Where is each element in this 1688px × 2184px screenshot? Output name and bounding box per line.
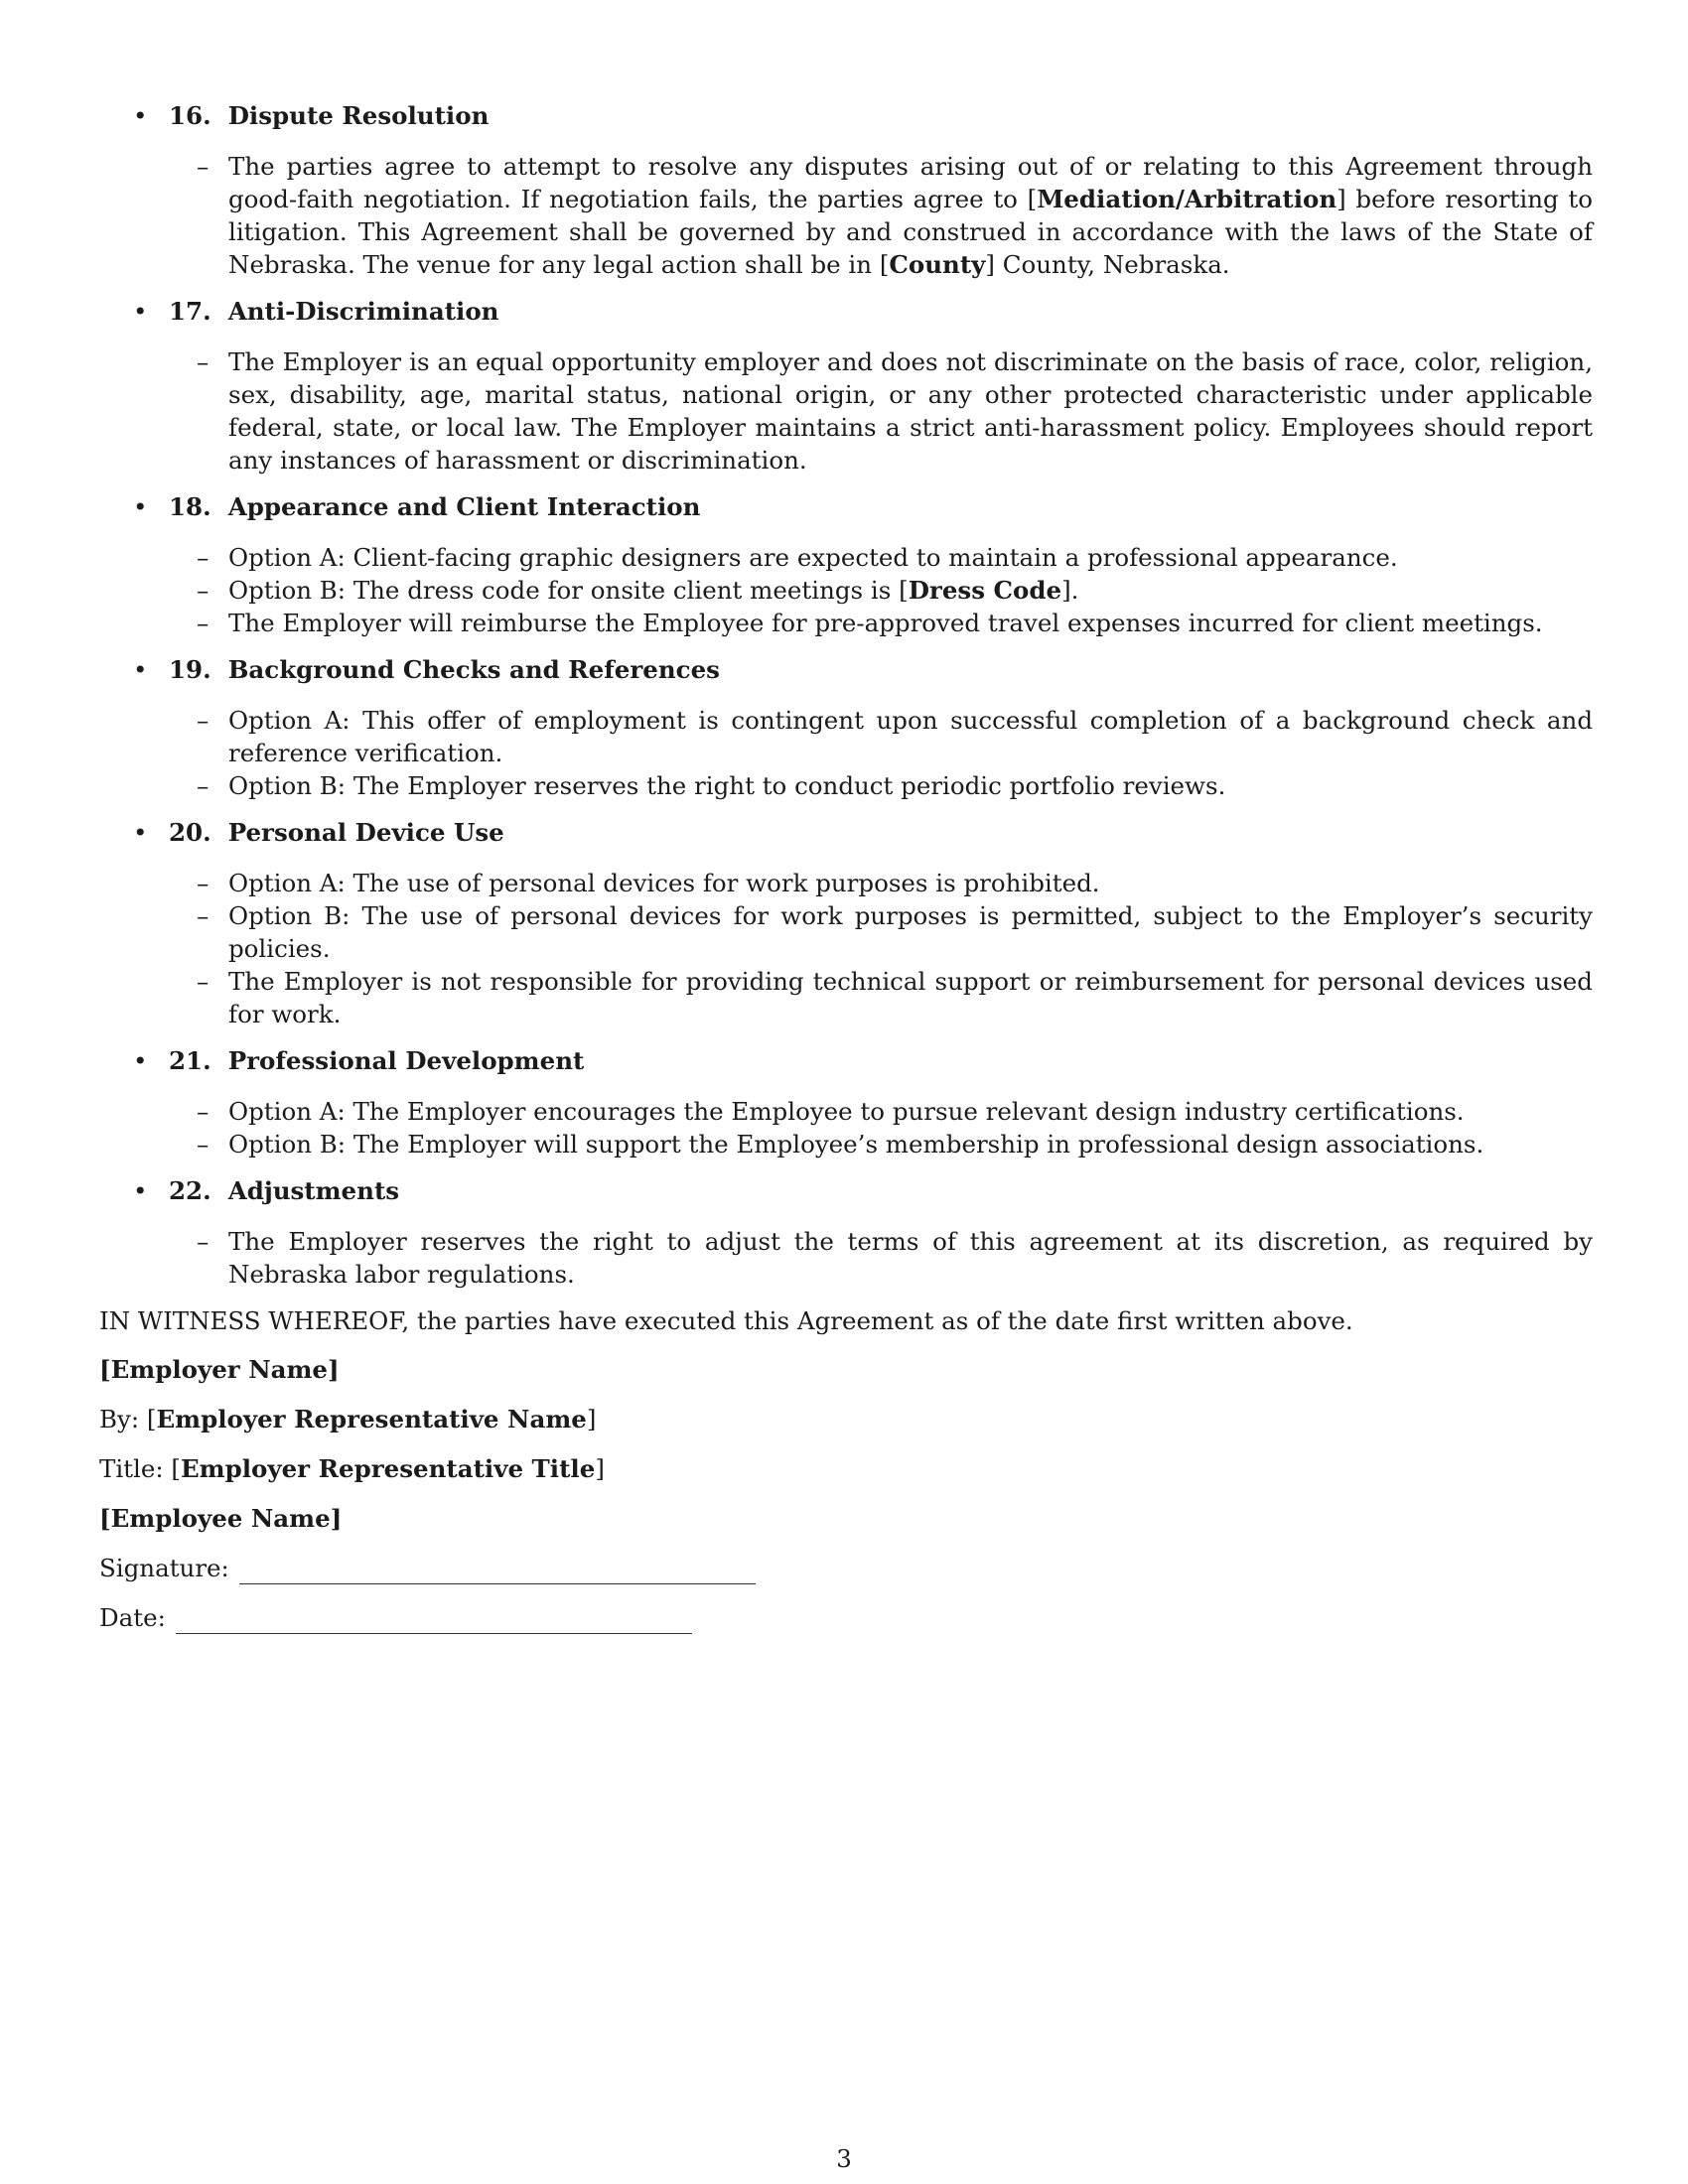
bracket: ]	[328, 1355, 340, 1384]
item-text: Option B: The Employer will support the Employee’s membership in professional design associations.	[228, 1130, 1484, 1159]
section-18-appearance	[99, 490, 1593, 639]
employer-title-line	[99, 1452, 1593, 1485]
section-title: Anti-Discrimination	[227, 297, 499, 326]
item-text: Option A: This offer of employment is contingent upon successful completion of a background check and reference verification.	[228, 706, 1593, 767]
item-text: The parties agree to attempt to resolve any disputes arising out of or relating to this Agreement through good-faith negotiation. If negotiation fails, the parties agree to [	[228, 152, 1593, 213]
bracket: [	[99, 1504, 111, 1533]
list-item	[99, 607, 1593, 639]
bracket: ]	[330, 1504, 343, 1533]
section-items	[99, 150, 1593, 281]
signature-blank[interactable]	[239, 1554, 756, 1584]
dash-marker: –	[197, 1130, 210, 1159]
dash-marker: –	[197, 576, 210, 605]
list-item	[99, 574, 1593, 607]
item-text: Option B: The dress code for onsite client meetings is [	[228, 576, 909, 605]
section-items	[99, 345, 1593, 477]
employer-name-line	[99, 1353, 1593, 1386]
bracket: [	[171, 1454, 181, 1483]
section-heading	[99, 295, 1593, 328]
section-16-dispute-resolution	[99, 99, 1593, 281]
title-label: Title:	[99, 1454, 164, 1483]
list-item	[99, 345, 1593, 477]
dash-marker: –	[197, 347, 210, 376]
section-number: 18.	[169, 492, 211, 521]
bracket: ]	[586, 1405, 597, 1433]
dash-marker: –	[197, 771, 210, 800]
section-heading	[99, 99, 1593, 132]
page-number: 3	[836, 2144, 852, 2173]
item-text: Option B: The use of personal devices for work purposes is permitted, subject to the Employer’s security policies.	[228, 901, 1593, 963]
item-text: The Employer is not responsible for providing technical support or reimbursement for personal devices used for work.	[228, 967, 1593, 1028]
section-number: 22.	[169, 1176, 211, 1205]
dash-marker: –	[197, 1227, 210, 1256]
item-text: The Employer will reimburse the Employee for pre-approved travel expenses incurred for client meetings.	[228, 609, 1543, 637]
section-items	[99, 541, 1593, 639]
section-items	[99, 867, 1593, 1030]
section-number: 20.	[169, 818, 211, 847]
item-text: Option A: Client-facing graphic designers are expected to maintain a professional appearance.	[228, 543, 1398, 572]
employee-name-line	[99, 1502, 1593, 1535]
bullet-marker: •	[133, 1046, 148, 1075]
section-title: Dispute Resolution	[227, 101, 490, 130]
bracket: ]	[595, 1454, 605, 1483]
section-heading	[99, 653, 1593, 686]
employer-rep-line	[99, 1403, 1593, 1435]
dash-marker: –	[197, 706, 210, 735]
section-title: Background Checks and References	[227, 655, 720, 684]
bullet-marker: •	[133, 297, 148, 326]
witness-statement: IN WITNESS WHEREOF, the parties have executed this Agreement as of the date first written above.	[99, 1306, 1353, 1335]
document-page	[99, 99, 1593, 1651]
signature-label: Signature:	[99, 1554, 229, 1582]
section-number: 21.	[169, 1046, 211, 1075]
placeholder-employer-rep-name: Employer Representative Name	[156, 1405, 587, 1433]
bullet-marker: •	[133, 492, 148, 521]
section-title: Personal Device Use	[227, 818, 504, 847]
list-item	[99, 150, 1593, 281]
date-line	[99, 1601, 1593, 1634]
section-21-professional-development	[99, 1044, 1593, 1160]
signature-line	[99, 1552, 1593, 1584]
list-item	[99, 1128, 1593, 1160]
dash-marker: –	[197, 152, 210, 181]
dash-marker: –	[197, 967, 210, 996]
item-text: The Employer is an equal opportunity employer and does not discriminate on the basis of race, color, religion, sex, disability, age, marital status, national origin, or any other protected characteristic under applicable federal, state, or local law. The Employer maintains a strict anti-harassment policy. Employees should report any instances of harassment or discrimination.	[228, 347, 1593, 475]
item-text: ] before resorting to litigation. This Agreement shall be governed by and construed in accordance with the laws of the State of Nebraska. The venue for any legal action shall be in [	[228, 185, 1593, 279]
section-heading	[99, 816, 1593, 849]
item-text: Option A: The use of personal devices for work purposes is prohibited.	[228, 869, 1100, 897]
placeholder-employee-name: Employee Name	[110, 1504, 331, 1533]
item-text: Option B: The Employer reserves the right to conduct periodic portfolio reviews.	[228, 771, 1226, 800]
section-heading	[99, 490, 1593, 523]
list-item	[99, 1225, 1593, 1291]
list-item	[99, 965, 1593, 1030]
list-item	[99, 704, 1593, 769]
section-number: 16.	[169, 101, 211, 130]
item-text: ].	[1061, 576, 1079, 605]
section-items	[99, 1095, 1593, 1160]
section-items	[99, 1225, 1593, 1291]
section-title: Professional Development	[227, 1046, 585, 1075]
list-item	[99, 769, 1593, 802]
placeholder-employer-rep-title: Employer Representative Title	[180, 1454, 596, 1483]
bullet-marker: •	[133, 818, 148, 847]
dash-marker: –	[197, 609, 210, 637]
section-title: Appearance and Client Interaction	[227, 492, 701, 521]
item-text: ] County, Nebraska.	[985, 250, 1230, 279]
item-text: The Employer reserves the right to adjust the terms of this agreement at its discretion, as required by Nebraska labor regulations.	[228, 1227, 1593, 1289]
list-item	[99, 899, 1593, 965]
list-item	[99, 867, 1593, 899]
dash-marker: –	[197, 543, 210, 572]
section-heading	[99, 1044, 1593, 1077]
bracket: [	[99, 1355, 111, 1384]
date-blank[interactable]	[176, 1603, 692, 1634]
by-label: By:	[99, 1405, 140, 1433]
placeholder-employer-name: Employer Name	[110, 1355, 329, 1384]
date-label: Date:	[99, 1603, 166, 1632]
section-19-background-checks	[99, 653, 1593, 802]
bracket: [	[146, 1405, 157, 1433]
placeholder-dress-code: Dress Code	[908, 576, 1062, 605]
section-title: Adjustments	[227, 1176, 400, 1205]
bullet-marker: •	[133, 655, 148, 684]
item-text: Option A: The Employer encourages the Employee to pursue relevant design industry certifications.	[228, 1097, 1465, 1126]
section-number: 17.	[169, 297, 211, 326]
section-number: 19.	[169, 655, 211, 684]
dash-marker: –	[197, 1097, 210, 1126]
section-22-adjustments	[99, 1174, 1593, 1291]
section-20-personal-device-use	[99, 816, 1593, 1030]
dash-marker: –	[197, 901, 210, 930]
placeholder-mediation-arbitration: Mediation/Arbitration	[1037, 185, 1337, 213]
section-items	[99, 704, 1593, 802]
bullet-marker: •	[133, 101, 148, 130]
placeholder-county: County	[889, 250, 986, 279]
bullet-marker: •	[133, 1176, 148, 1205]
list-item	[99, 541, 1593, 574]
section-17-anti-discrimination	[99, 295, 1593, 477]
dash-marker: –	[197, 869, 210, 897]
list-item	[99, 1095, 1593, 1128]
section-heading	[99, 1174, 1593, 1207]
